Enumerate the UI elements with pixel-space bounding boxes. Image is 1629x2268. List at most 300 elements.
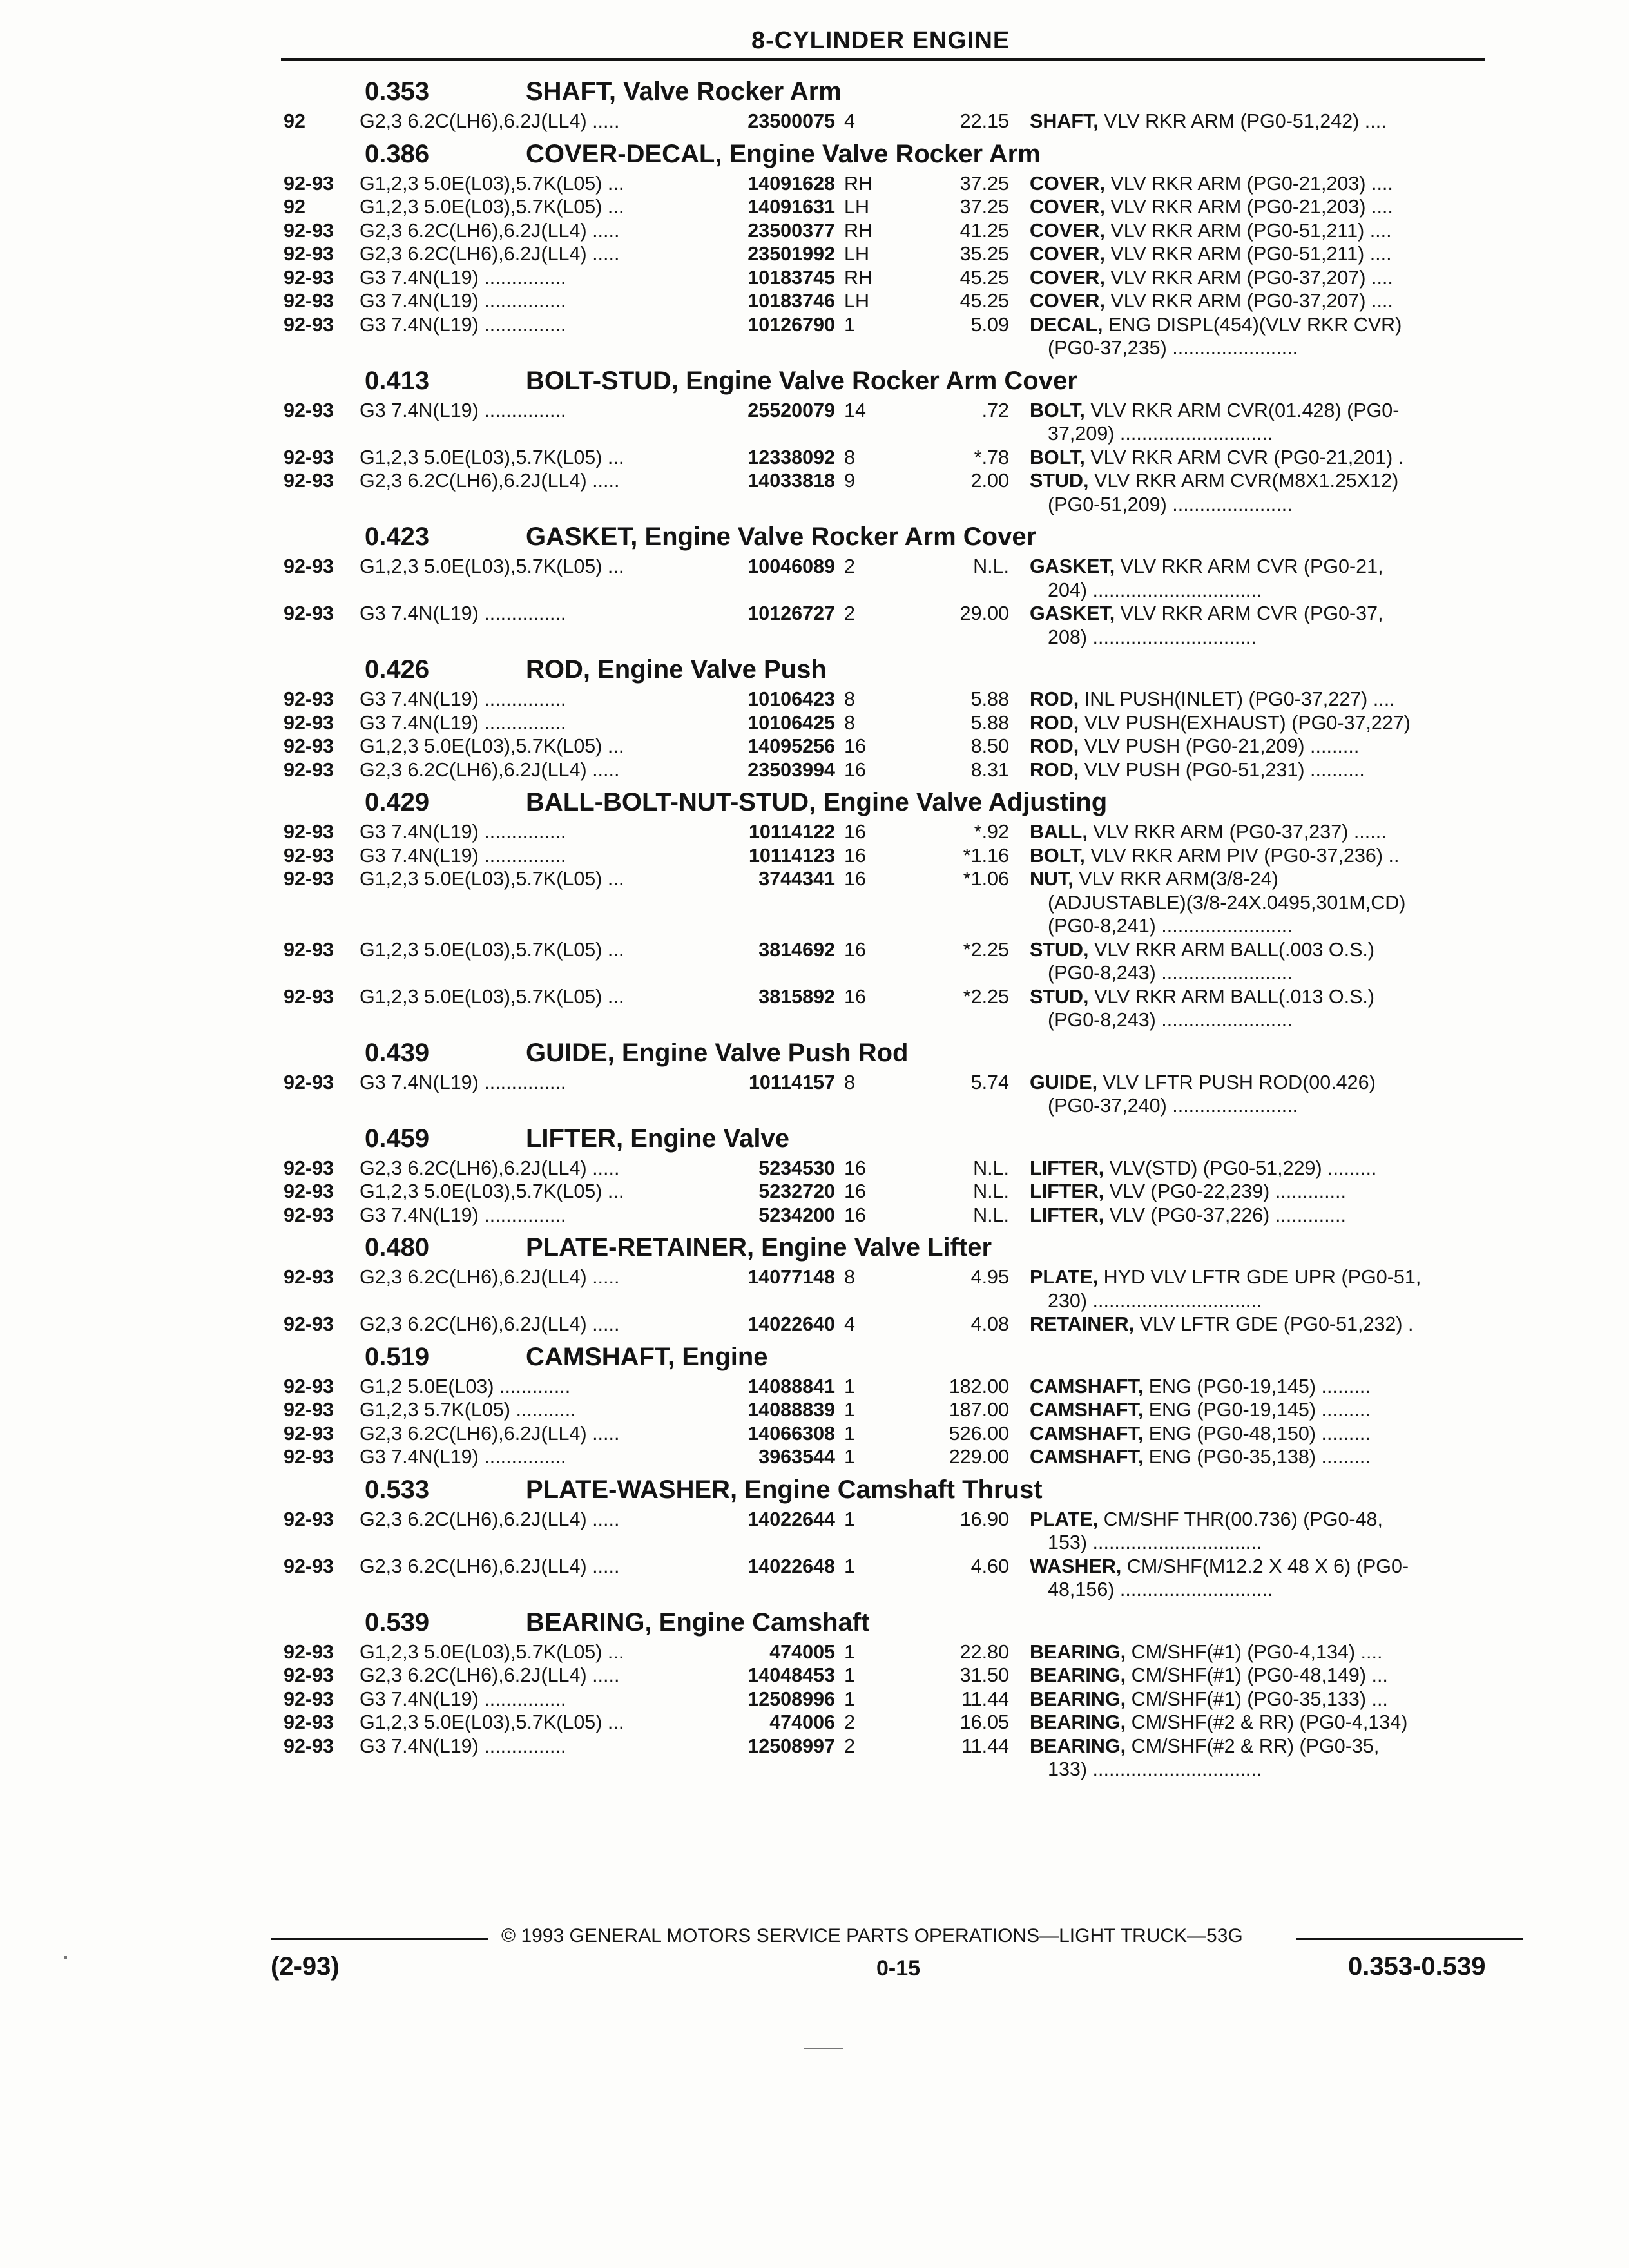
model-years: 92-93: [284, 1180, 334, 1202]
application: G1,2,3 5.0E(L03),5.7K(L05) ...: [360, 1180, 624, 1202]
part-number: 12508996: [747, 1687, 835, 1710]
catalog-row-continuation: [0, 1578, 1629, 1602]
part-number: 14088839: [747, 1399, 835, 1421]
price: N.L.: [973, 1157, 1009, 1179]
application: G2,3 6.2C(LH6),6.2J(LL4) .....: [360, 1266, 620, 1288]
application: G2,3 6.2C(LH6),6.2J(LL4) .....: [360, 110, 620, 132]
application: G3 7.4N(L19) ...............: [360, 290, 566, 312]
description: [1030, 985, 1500, 1009]
price: 31.50: [959, 1664, 1009, 1686]
section-heading: [365, 788, 1107, 817]
footer-rule-right: [1296, 1938, 1523, 1940]
part-number: 23501992: [747, 243, 835, 265]
model-years: 92-93: [284, 555, 334, 577]
quantity: LH: [844, 290, 869, 312]
description-text: VLV RKR ARM CVR (PG0-21,201) .: [1084, 446, 1404, 468]
quantity: 14: [844, 399, 866, 421]
price: 4.08: [970, 1313, 1009, 1335]
description-continuation: 208) ..............................: [1048, 626, 1257, 648]
description: [1030, 820, 1500, 844]
catalog-row: [0, 1640, 1629, 1664]
model-years: 92-93: [284, 1266, 334, 1288]
section-title: GASKET, Engine Valve Rocker Arm Cover: [526, 523, 1037, 551]
model-years: 92-93: [284, 1640, 334, 1663]
part-number: 3744341: [758, 868, 835, 890]
description: [1030, 711, 1500, 735]
section-number: 0.413: [365, 366, 430, 395]
model-years: 92-93: [284, 758, 334, 781]
price: *2.25: [963, 985, 1009, 1008]
description-text: VLV (PG0-22,239) .............: [1104, 1180, 1346, 1202]
catalog-row-continuation: [0, 1531, 1629, 1555]
application: G3 7.4N(L19) ...............: [360, 266, 566, 289]
price: 22.80: [959, 1640, 1009, 1663]
model-years: 92-93: [284, 938, 334, 961]
application: G1,2,3 5.7K(L05) ...........: [360, 1399, 576, 1421]
description-name: BOLT,: [1030, 399, 1085, 421]
catalog-row: [0, 867, 1629, 891]
price: 11.44: [961, 1735, 1009, 1757]
description: [1030, 195, 1500, 219]
section-title: BOLT-STUD, Engine Valve Rocker Arm Cover: [526, 366, 1077, 395]
catalog-row: [0, 844, 1629, 868]
price: 5.74: [970, 1071, 1009, 1093]
description-name: BEARING,: [1030, 1664, 1126, 1686]
catalog-row-continuation: [0, 1094, 1629, 1118]
quantity: 1: [844, 313, 855, 336]
section-number: 0.426: [365, 655, 430, 684]
application: G2,3 6.2C(LH6),6.2J(LL4) .....: [360, 1555, 620, 1577]
description-name: COVER,: [1030, 172, 1105, 195]
description-name: COVER,: [1030, 219, 1105, 242]
description: [1030, 1180, 1500, 1204]
section-number: 0.480: [365, 1233, 430, 1262]
model-years: 92-93: [284, 1071, 334, 1093]
catalog-row: [0, 219, 1629, 243]
catalog-row: [0, 820, 1629, 844]
quantity: 16: [844, 985, 866, 1008]
description-text: VLV RKR ARM CVR(M8X1.25X12): [1088, 470, 1399, 492]
description-name: ROD,: [1030, 735, 1079, 757]
quantity: 1: [844, 1422, 855, 1445]
quantity: 1: [844, 1375, 855, 1398]
price: 22.15: [959, 110, 1009, 132]
part-number: 3963544: [758, 1446, 835, 1468]
quantity: 16: [844, 758, 866, 781]
application: G3 7.4N(L19) ...............: [360, 1687, 566, 1710]
description-text: VLV RKR ARM BALL(.003 O.S.): [1088, 938, 1375, 961]
quantity: 16: [844, 1157, 866, 1179]
quantity: 9: [844, 470, 855, 492]
description: [1030, 602, 1500, 626]
section-title: PLATE-WASHER, Engine Camshaft Thrust: [526, 1475, 1043, 1504]
quantity: 2: [844, 602, 855, 624]
quantity: 2: [844, 1711, 855, 1733]
description: [1030, 219, 1500, 243]
model-years: 92: [284, 196, 305, 218]
catalog-row: [0, 1375, 1629, 1399]
description-text: INL PUSH(INLET) (PG0-37,227) ....: [1079, 688, 1395, 710]
part-number: 23500075: [747, 110, 835, 132]
catalog-row: [0, 687, 1629, 711]
section-number: 0.386: [365, 139, 430, 168]
section-title: SHAFT, Valve Rocker Arm: [526, 77, 842, 106]
section-title: COVER-DECAL, Engine Valve Rocker Arm: [526, 139, 1041, 168]
quantity: 1: [844, 1555, 855, 1577]
model-years: 92-93: [284, 1313, 334, 1335]
catalog-row-continuation: [0, 579, 1629, 602]
quantity: 16: [844, 868, 866, 890]
model-years: 92-93: [284, 602, 334, 624]
price: *1.06: [963, 868, 1009, 890]
description-name: COVER,: [1030, 266, 1105, 289]
description-name: GUIDE,: [1030, 1071, 1098, 1093]
model-years: 92-93: [284, 688, 334, 710]
description-name: CAMSHAFT,: [1030, 1375, 1144, 1398]
description-text: VLV RKR ARM (PG0-21,203) ....: [1104, 196, 1393, 218]
part-number: 14077148: [747, 1266, 835, 1288]
description: [1030, 172, 1500, 196]
description-name: ROD,: [1030, 711, 1079, 734]
model-years: 92: [284, 110, 305, 132]
description-continuation: (PG0-8,243) ........................: [1048, 1009, 1293, 1031]
catalog-row: [0, 1071, 1629, 1095]
description: [1030, 938, 1500, 962]
quantity: RH: [844, 266, 873, 289]
section-heading: [365, 1608, 869, 1637]
description-text: VLV RKR ARM (PG0-51,242) ....: [1098, 110, 1387, 132]
description-continuation: (PG0-37,235) .......................: [1048, 337, 1298, 359]
description: [1030, 469, 1500, 493]
description-name: ROD,: [1030, 688, 1079, 710]
price: 37.25: [959, 172, 1009, 195]
description-name: BEARING,: [1030, 1687, 1126, 1710]
model-years: 92-93: [284, 1157, 334, 1179]
model-years: 92-93: [284, 1555, 334, 1577]
description: [1030, 1445, 1500, 1469]
description: [1030, 399, 1500, 423]
section-title: BEARING, Engine Camshaft: [526, 1608, 870, 1637]
model-years: 92-93: [284, 399, 334, 421]
description-continuation: 133) ...............................: [1048, 1758, 1262, 1780]
description-text: ENG (PG0-19,145) .........: [1143, 1399, 1371, 1421]
application: G2,3 6.2C(LH6),6.2J(LL4) .....: [360, 243, 620, 265]
catalog-row: [0, 446, 1629, 470]
description-text: VLV RKR ARM CVR (PG0-37,: [1115, 602, 1383, 624]
description-name: GASKET,: [1030, 602, 1115, 624]
model-years: 92-93: [284, 821, 334, 843]
description-name: ROD,: [1030, 758, 1079, 781]
application: G2,3 6.2C(LH6),6.2J(LL4) .....: [360, 1508, 620, 1530]
part-number: 14088841: [747, 1375, 835, 1398]
catalog-row: [0, 1422, 1629, 1446]
price: 187.00: [949, 1399, 1009, 1421]
description: [1030, 555, 1500, 579]
price: 4.95: [970, 1266, 1009, 1288]
catalog-row-continuation: [0, 422, 1629, 446]
description-text: CM/SHF(#2 & RR) (PG0-4,134): [1126, 1711, 1408, 1733]
section-title: PLATE-RETAINER, Engine Valve Lifter: [526, 1233, 992, 1262]
part-number: 14091628: [747, 172, 835, 195]
price: 526.00: [949, 1422, 1009, 1445]
price: 16.90: [959, 1508, 1009, 1530]
part-number: 10183745: [747, 266, 835, 289]
quantity: 1: [844, 1399, 855, 1421]
description-name: LIFTER,: [1030, 1157, 1104, 1179]
catalog-row: [0, 1687, 1629, 1711]
part-number: 474006: [769, 1711, 835, 1733]
description-continuation: (PG0-51,209) ......................: [1048, 493, 1293, 515]
description-text: VLV RKR ARM (PG0-21,203) ....: [1104, 172, 1393, 195]
price: 5.88: [970, 688, 1009, 710]
quantity: 8: [844, 1266, 855, 1288]
part-number: 10106423: [747, 688, 835, 710]
description-name: WASHER,: [1030, 1555, 1122, 1577]
application: G2,3 6.2C(LH6),6.2J(LL4) .....: [360, 1313, 620, 1335]
price: 8.31: [970, 758, 1009, 781]
quantity: 4: [844, 110, 855, 132]
model-years: 92-93: [284, 1664, 334, 1686]
description-text: VLV PUSH (PG0-51,231) ..........: [1079, 758, 1365, 781]
section-heading: [365, 1475, 1043, 1504]
application: G3 7.4N(L19) ...............: [360, 602, 566, 624]
description-text: VLV LFTR PUSH ROD(00.426): [1097, 1071, 1376, 1093]
model-years: 92-93: [284, 470, 334, 492]
application: G2,3 6.2C(LH6),6.2J(LL4) .....: [360, 470, 620, 492]
catalog-row: [0, 1204, 1629, 1227]
section-number: 0.439: [365, 1038, 430, 1067]
description-text: ENG DISPL(454)(VLV RKR CVR): [1103, 313, 1402, 336]
section-number: 0.353: [365, 77, 430, 106]
part-number: 14022640: [747, 1313, 835, 1335]
application: G2,3 6.2C(LH6),6.2J(LL4) .....: [360, 219, 620, 242]
section-number: 0.459: [365, 1124, 430, 1153]
description-name: LIFTER,: [1030, 1204, 1104, 1226]
application: G3 7.4N(L19) ...............: [360, 1204, 566, 1226]
part-number: 10114157: [748, 1071, 835, 1093]
application: G3 7.4N(L19) ...............: [360, 688, 566, 710]
model-years: 92-93: [284, 313, 334, 336]
catalog-row: [0, 1735, 1629, 1758]
description-name: PLATE,: [1030, 1266, 1099, 1288]
part-number: 5232720: [758, 1180, 835, 1202]
description-text: VLV (PG0-37,226) .............: [1104, 1204, 1346, 1226]
footer-page-number: 0-15: [876, 1956, 921, 1981]
model-years: 92-93: [284, 1399, 334, 1421]
description: [1030, 1640, 1500, 1664]
model-years: 92-93: [284, 266, 334, 289]
description: [1030, 446, 1500, 470]
part-number: 10106425: [747, 711, 835, 734]
description: [1030, 1555, 1500, 1579]
application: G1,2,3 5.0E(L03),5.7K(L05) ...: [360, 735, 624, 757]
description: [1030, 1711, 1500, 1735]
description-name: BOLT,: [1030, 446, 1085, 468]
catalog-row: [0, 242, 1629, 266]
catalog-row: [0, 469, 1629, 493]
model-years: 92-93: [284, 1204, 334, 1226]
price: 29.00: [959, 602, 1009, 624]
section-title: ROD, Engine Valve Push: [526, 655, 827, 684]
part-number: 14066308: [747, 1422, 835, 1445]
description: [1030, 1664, 1500, 1687]
section-heading: [365, 655, 827, 684]
price: N.L.: [973, 1204, 1009, 1226]
description-text: VLV RKR ARM CVR(01.428) (PG0-: [1084, 399, 1400, 421]
application: G3 7.4N(L19) ...............: [360, 313, 566, 336]
quantity: 1: [844, 1640, 855, 1663]
part-number: 5234200: [758, 1204, 835, 1226]
application: G3 7.4N(L19) ...............: [360, 1071, 566, 1093]
catalog-row: [0, 1445, 1629, 1469]
part-number: 14022648: [747, 1555, 835, 1577]
description-continuation: (PG0-37,240) .......................: [1048, 1095, 1298, 1117]
price: 45.25: [959, 266, 1009, 289]
description: [1030, 110, 1500, 133]
application: G1,2 5.0E(L03) .............: [360, 1375, 571, 1398]
quantity: 1: [844, 1508, 855, 1530]
price: 37.25: [959, 196, 1009, 218]
description-continuation: 153) ...............................: [1048, 1532, 1262, 1553]
footer-date-code: (2-93): [271, 1952, 340, 1981]
catalog-row-continuation: [0, 1758, 1629, 1782]
description-name: STUD,: [1030, 938, 1089, 961]
description-name: NUT,: [1030, 868, 1074, 890]
quantity: LH: [844, 243, 869, 265]
application: G3 7.4N(L19) ...............: [360, 399, 566, 421]
catalog-row: [0, 289, 1629, 313]
part-number: 10126790: [747, 313, 835, 336]
description: [1030, 266, 1500, 290]
application: G3 7.4N(L19) ...............: [360, 711, 566, 734]
quantity: 16: [844, 821, 866, 843]
quantity: 2: [844, 1735, 855, 1757]
price: *.78: [974, 446, 1009, 468]
description: [1030, 687, 1500, 711]
catalog-row: [0, 1180, 1629, 1204]
section-heading: [365, 1039, 908, 1068]
part-number: 10114123: [748, 844, 835, 867]
price: 2.00: [970, 470, 1009, 492]
description-text: VLV RKR ARM PIV (PG0-37,236) ..: [1084, 844, 1400, 867]
description: [1030, 289, 1500, 313]
section-heading: [365, 523, 1036, 552]
part-number: 14095256: [747, 735, 835, 757]
application: G2,3 6.2C(LH6),6.2J(LL4) .....: [360, 1422, 620, 1445]
section-heading: [365, 1343, 768, 1372]
section-number: 0.429: [365, 788, 430, 816]
application: G1,2,3 5.0E(L03),5.7K(L05) ...: [360, 868, 624, 890]
quantity: 16: [844, 1180, 866, 1202]
part-number: 12508997: [747, 1735, 835, 1757]
application: G3 7.4N(L19) ...............: [360, 844, 566, 867]
catalog-row-continuation: [0, 914, 1629, 938]
part-number: 10183746: [747, 290, 835, 312]
footer-section-range: 0.353-0.539: [1348, 1952, 1486, 1981]
application: G3 7.4N(L19) ...............: [360, 1446, 566, 1468]
description: [1030, 735, 1500, 758]
description-text: VLV PUSH(EXHAUST) (PG0-37,227): [1079, 711, 1411, 734]
description-continuation: 230) ...............................: [1048, 1289, 1262, 1312]
description-name: CAMSHAFT,: [1030, 1422, 1144, 1445]
catalog-row: [0, 985, 1629, 1009]
quantity: 8: [844, 688, 855, 710]
application: G2,3 6.2C(LH6),6.2J(LL4) .....: [360, 1157, 620, 1179]
section-number: 0.533: [365, 1475, 430, 1504]
model-years: 92-93: [284, 1446, 334, 1468]
catalog-row: [0, 313, 1629, 337]
description-continuation: (PG0-8,241) ........................: [1048, 915, 1293, 937]
catalog-row: [0, 711, 1629, 735]
part-number: 14022644: [747, 1508, 835, 1530]
model-years: 92-93: [284, 711, 334, 734]
description-name: BALL,: [1030, 821, 1088, 843]
description-text: VLV RKR ARM(3/8-24): [1073, 868, 1278, 890]
description-text: ENG (PG0-19,145) .........: [1143, 1375, 1371, 1398]
model-years: 92-93: [284, 1735, 334, 1757]
price: 4.60: [970, 1555, 1009, 1577]
description: [1030, 758, 1500, 782]
price: N.L.: [973, 1180, 1009, 1202]
description-text: ENG (PG0-35,138) .........: [1143, 1446, 1371, 1468]
description-text: VLV RKR ARM CVR (PG0-21,: [1115, 555, 1383, 577]
part-number: 25520079: [747, 399, 835, 421]
description-text: VLV RKR ARM BALL(.013 O.S.): [1088, 985, 1375, 1008]
price: 5.88: [970, 711, 1009, 734]
catalog-row: [0, 172, 1629, 196]
description: [1030, 1157, 1500, 1180]
catalog-row-continuation: [0, 493, 1629, 517]
section-heading: [365, 77, 842, 106]
description: [1030, 1398, 1500, 1422]
description-continuation: (PG0-8,243) ........................: [1048, 962, 1293, 984]
description-text: VLV LFTR GDE (PG0-51,232) .: [1134, 1313, 1414, 1335]
description: [1030, 1204, 1500, 1227]
quantity: 8: [844, 446, 855, 468]
section-title: LIFTER, Engine Valve: [526, 1124, 789, 1153]
catalog-row: [0, 399, 1629, 423]
application: G1,2,3 5.0E(L03),5.7K(L05) ...: [360, 985, 624, 1008]
catalog-row: [0, 1157, 1629, 1180]
quantity: 8: [844, 711, 855, 734]
section-number: 0.423: [365, 523, 430, 551]
price: 35.25: [959, 243, 1009, 265]
description-name: STUD,: [1030, 470, 1089, 492]
section-heading: [365, 140, 1041, 169]
application: G1,2,3 5.0E(L03),5.7K(L05) ...: [360, 555, 624, 577]
section-title: GUIDE, Engine Valve Push Rod: [526, 1038, 909, 1067]
application: G1,2,3 5.0E(L03),5.7K(L05) ...: [360, 196, 624, 218]
catalog-row-continuation: [0, 1289, 1629, 1313]
catalog-row-continuation: [0, 891, 1629, 915]
price: 182.00: [949, 1375, 1009, 1398]
part-number: 23503994: [747, 758, 835, 781]
description: [1030, 1071, 1500, 1095]
section-number: 0.519: [365, 1342, 430, 1371]
model-years: 92-93: [284, 1711, 334, 1733]
part-number: 10114122: [748, 821, 835, 843]
quantity: 1: [844, 1664, 855, 1686]
model-years: 92-93: [284, 219, 334, 242]
description-name: BEARING,: [1030, 1735, 1126, 1757]
description-text: CM/SHF(#1) (PG0-35,133) ...: [1126, 1687, 1388, 1710]
part-number: 5234530: [758, 1157, 835, 1179]
price: *.92: [974, 821, 1009, 843]
model-years: 92-93: [284, 1687, 334, 1710]
section-heading: [365, 1124, 789, 1153]
catalog-row-continuation: [0, 1008, 1629, 1032]
description-name: PLATE,: [1030, 1508, 1099, 1530]
